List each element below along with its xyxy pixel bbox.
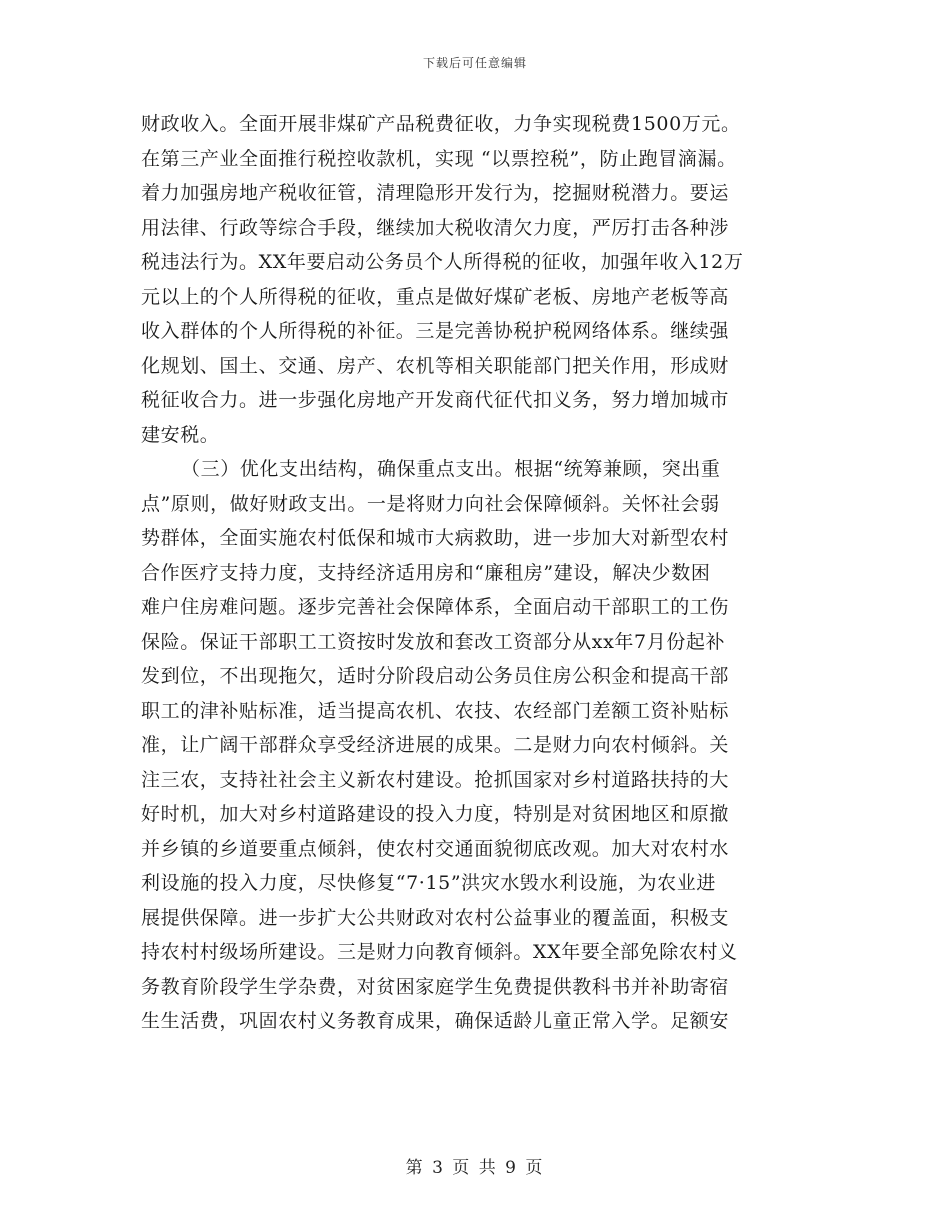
text-line: 持农村村级场所建设。三是财力向教育倾斜。XX年要全部免除农村义 — [141, 941, 738, 963]
text-line: 财政收入。全面开展非煤矿产品税费征收，力争实现税费1500万元。 — [141, 113, 741, 135]
page-header: 下载后可任意编辑 — [422, 56, 527, 70]
section-heading-line: （三）优化支出结构，确保重点支出。根据“统筹兼顾，突出重 — [181, 458, 721, 480]
text-line: 税征收合力。进一步强化房地产开发商代征代扣义务，努力增加城市 — [141, 389, 730, 411]
text-line: 在第三产业全面推行税控收款机，实现 “以票控税”，防止跑冒滴漏。 — [141, 147, 737, 170]
text-line: 点”原则，做好财政支出。一是将财力向社会保障倾斜。关怀社会弱 — [141, 492, 720, 515]
text-line: 职工的津补贴标准，适当提高农机、农技、农经部门差额工资补贴标 — [141, 699, 730, 722]
text-line: 用法律、行政等综合手段，继续加大税收清欠力度，严厉打击各种涉 — [141, 216, 730, 239]
text-line: 合作医疗支持力度，支持经济适用房和“廉租房”建设，解决少数困 — [141, 561, 711, 584]
text-line: 利设施的投入力度，尽快修复“7·15”洪灾水毁水利设施，为农业进 — [141, 872, 716, 894]
text-line: 准，让广阔干部群众享受经济进展的成果。二是财力向农村倾斜。关 — [141, 734, 730, 756]
text-line: 发到位，不出现拖欠，适时分阶段启动公务员住房公积金和提高干部 — [141, 665, 730, 687]
text-line: 元以上的个人所得税的征收，重点是做好煤矿老板、房地产老板等高 — [141, 285, 730, 308]
text-line: 并乡镇的乡道要重点倾斜，使农村交通面貌彻底改观。加大对农村水 — [141, 837, 730, 860]
text-line: 展提供保障。进一步扩大公共财政对农村公益事业的覆盖面，积极支 — [141, 906, 730, 929]
text-line: 建安税。 — [141, 423, 220, 446]
text-line: 难户住房难问题。逐步完善社会保障体系，全面启动干部职工的工伤 — [141, 596, 730, 618]
text-line: 务教育阶段学生学杂费，对贫困家庭学生免费提供教科书并补助寄宿 — [141, 975, 730, 998]
text-line: 着力加强房地产税收征管，清理隐形开发行为，挖掘财税潜力。要运 — [141, 182, 730, 204]
text-line: 化规划、国土、交通、房产、农机等相关职能部门把关作用，形成财 — [141, 354, 730, 377]
document-body — [141, 107, 821, 1039]
text-line: 势群体，全面实施农村低保和城市大病救助，进一步加大对新型农村 — [141, 527, 730, 549]
text-line: 生生活费，巩固农村义务教育成果，确保适龄儿童正常入学。足额安 — [141, 1010, 730, 1032]
page-number-footer: 第 3 页 共 9 页 — [405, 1158, 545, 1178]
text-line: 收入群体的个人所得税的补征。三是完善协税护税网络体系。继续强 — [141, 320, 730, 342]
text-line: 保险。保证干部职工工资按时发放和套改工资部分从xx年7月份起补 — [141, 630, 726, 653]
text-line: 注三农，支持社社会主义新农村建设。抢抓国家对乡村道路扶持的大 — [141, 768, 730, 791]
text-line: 好时机，加大对乡村道路建设的投入力度，特别是对贫困地区和原撤 — [141, 803, 730, 825]
text-line: 税违法行为。XX年要启动公务员个人所得税的征收，加强年收入12万 — [141, 251, 744, 273]
